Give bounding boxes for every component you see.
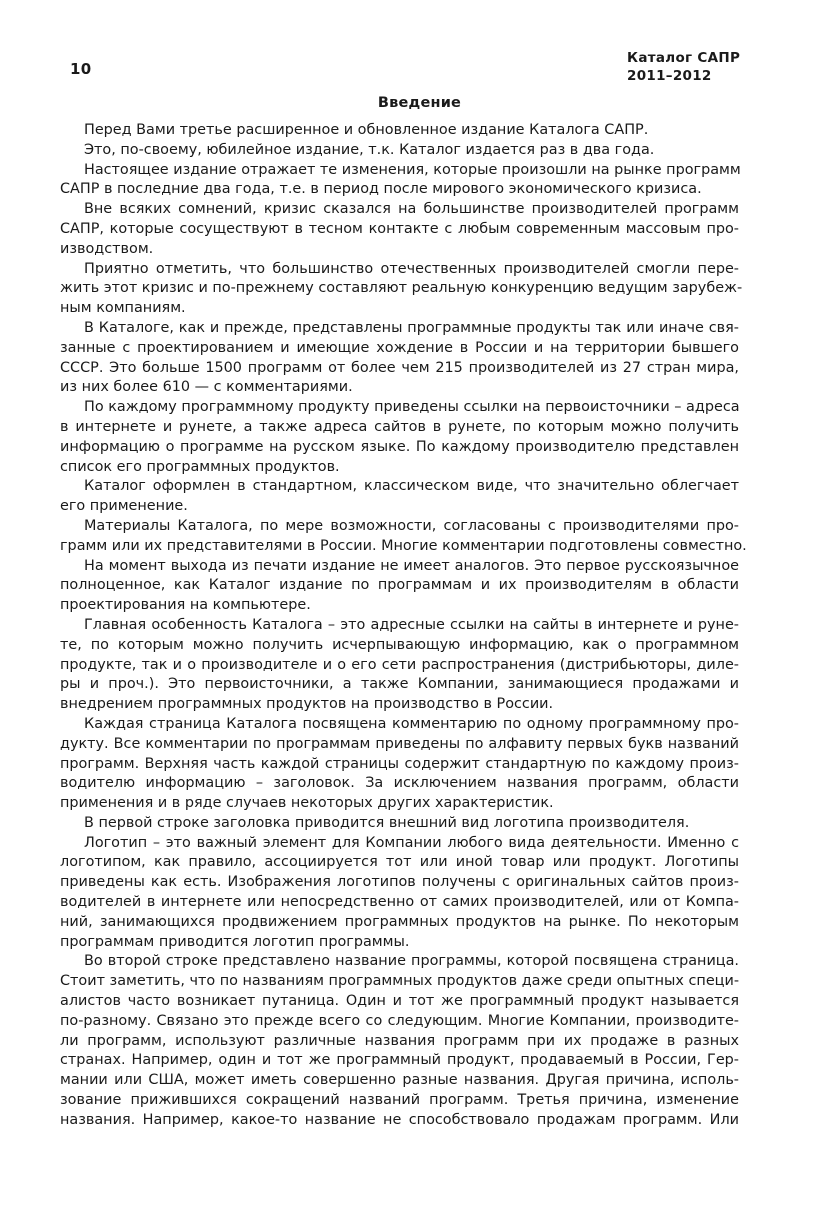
text-line: водителей в интернете или непосредственно от самих производителей, или от Компа- [60,894,739,911]
text-line: В Каталоге, как и прежде, представлены программные продукты так или иначе свя- [84,319,739,336]
paragraph [60,319,739,398]
text-line: Логотип – это важный элемент для Компании любого вида деятельности. Именно с [84,834,739,851]
text-line: логотипом, как правило, ассоциируется тот или иной товар или продукт. Логотипы [60,854,739,871]
text-line: По каждому программному продукту приведены ссылки на первоисточники – адреса [84,399,740,416]
text-line: список его программных продуктов. [60,458,340,475]
text-line: В первой строке заголовка приводится внешний вид логотипа производителя. [84,814,690,831]
text-line: зование прижившихся сокращений названий программ. Третья причина, изменение [60,1092,739,1109]
text-line: полноценное, как Каталог издание по программам и их производителям в области [60,577,739,594]
text-line: приведены как есть. Изображения логотипов получены с оригинальных сайтов произ- [60,874,739,891]
text-line: дукту. Все комментарии по программам приведены по алфавиту первых букв названий [60,735,739,752]
text-line: по-разному. Связано это прежде всего со следующим. Многие Компании, производите- [60,1012,739,1029]
text-line: его применение. [60,498,188,515]
catalog-years: 2011–2012 [627,68,712,84]
text-line: применения и в ряде случаев некоторых других характеристик. [60,795,554,812]
text-line: Каждая страница Каталога посвящена комментарию по одному программному про- [84,715,739,732]
paragraph [60,161,739,201]
text-line: внедрением программных продуктов на производство в России. [60,696,554,713]
paragraph [60,834,739,953]
text-line: ний, занимающихся продвижением программных продуктов на рынке. По некоторым [60,913,739,930]
running-head [627,49,740,85]
paragraph [60,814,739,834]
text-line: Во второй строке представлено название программы, которой посвящена страница. [84,953,739,970]
text-line: программам приводится логотип программы. [60,933,410,950]
paragraph [60,260,743,319]
paragraph [60,141,739,161]
text-line: На момент выхода из печати издание не имеет аналогов. Это первое русскоязычное [84,557,739,574]
text-line: изводством. [60,240,154,257]
text-line: Главная особенность Каталога – это адресные ссылки на сайты в интернете и руне- [84,616,739,633]
body-text [60,121,747,1131]
text-line: САПР в последние два года, т.е. в период после мирового экономического кризиса. [60,181,702,198]
text-line: занные с проектированием и имеющие хождение в России и на территории бывшего [60,339,739,356]
text-line: ры и проч.). Это первоисточники, а также Компании, занимающиеся продажами и [60,676,739,693]
page-number: 10 [70,60,92,78]
text-line: те, по которым можно получить исчерпывающую информацию, как о программном [60,636,739,653]
text-line: СССР. Это больше 1500 программ от более чем 215 производителей из 27 стран мира, [60,359,739,376]
text-line: ным компаниям. [60,300,186,317]
paragraph [60,398,739,477]
paragraph [60,200,739,259]
text-line: жить этот кризис и по-прежнему составляют реальную конкуренцию ведущим зарубеж- [60,280,743,297]
text-line: Настоящее издание отражает те изменения, которые произошли на рынке программ [84,161,741,178]
text-line: ли программ, используют различные названия программ при их продаже в разных [60,1032,739,1049]
text-line: водителю информацию – заголовок. За исключением названия программ, области [60,775,739,792]
text-line: продукте, так и о производителе и о его сети распространения (дистрибьюторы, диле- [60,656,739,673]
text-line: Вне всяких сомнений, кризис сказался на большинстве производителей программ [84,201,739,218]
paragraph [60,517,747,557]
text-line: САПР, которые сосуществуют в тесном контакте с любым современным массовым про- [60,220,739,237]
paragraph [60,616,739,715]
text-line: Стоит заметить, что по названиям программных продуктов даже среди опытных специ- [60,973,740,990]
paragraph [60,715,739,814]
section-title: Введение [377,95,462,111]
paragraph [60,952,739,1130]
text-line: информацию о программе на русском языке. По каждому производителю представлен [60,438,739,455]
text-line: странах. Например, один и тот же программный продукт, продаваемый в России, Гер- [60,1052,739,1069]
catalog-title: Каталог САПР [627,50,741,66]
text-line: проектирования на компьютере. [60,597,311,614]
text-line: из них более 610 — с комментариями. [60,379,353,396]
paragraph [60,557,739,616]
text-line: Приятно отметить, что большинство отечественных производителей смогли пере- [84,260,739,277]
text-line: Перед Вами третье расширенное и обновленное издание Каталога САПР. [84,122,649,138]
text-line: грамм или их представителями в России. Многие комментарии подготовлены совместно. [60,537,747,554]
text-line: программ. Верхняя часть каждой страницы содержит стандартную по каждому произ- [60,755,739,772]
text-line: алистов часто возникает путаница. Один и тот же программный продукт называется [60,993,739,1010]
paragraph [60,121,739,141]
text-line: мании или США, может иметь совершенно разные названия. Другая причина, исполь- [60,1072,739,1089]
text-line: Каталог оформлен в стандартном, классическом виде, что значительно облегчает [84,478,739,495]
text-line: в интернете и рунете, а также адреса сайтов в рунете, по которым можно получить [60,418,739,435]
text-line: Материалы Каталога, по мере возможности, согласованы с производителями про- [84,517,739,534]
text-line: Это, по-своему, юбилейное издание, т.к. Каталог издается раз в два года. [84,141,655,158]
paragraph [60,477,739,517]
text-line: названия. Например, какое-то название не способствовало продажам программ. Или [60,1111,739,1128]
